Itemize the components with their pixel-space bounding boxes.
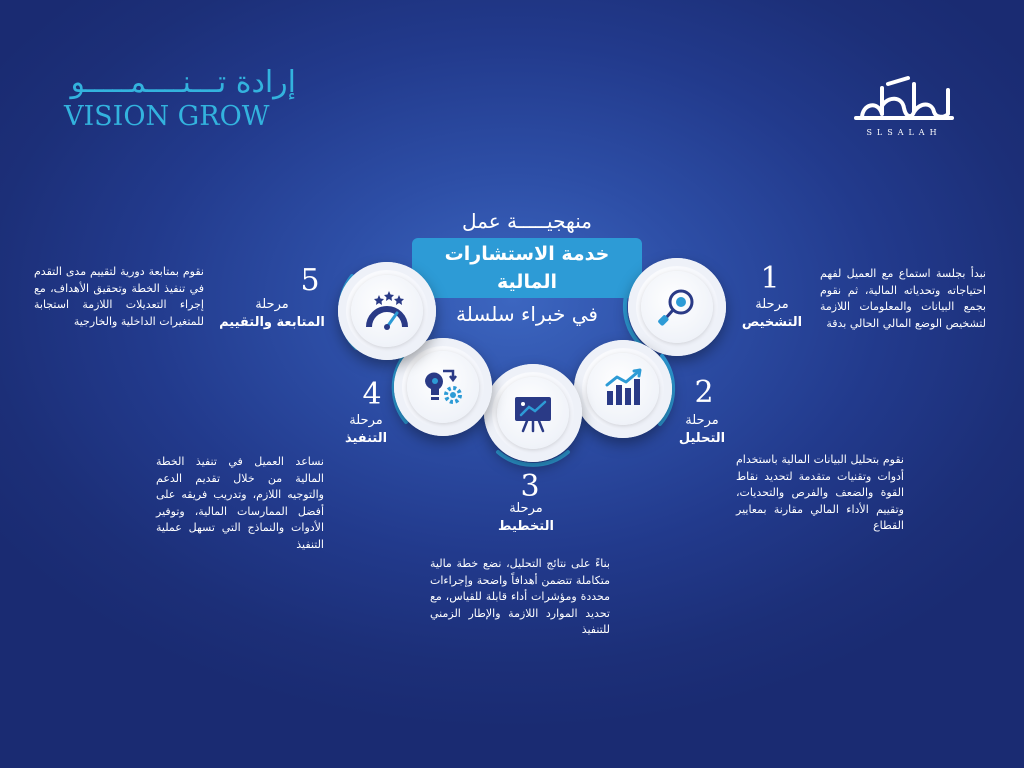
bar-chart-icon: [599, 365, 647, 413]
gauge-stars-icon: [363, 287, 411, 335]
step-2-number: 2: [694, 375, 714, 410]
logo-arabic-text: إرادة تـــنــــمـــــو: [70, 65, 296, 100]
step-1-label-name: التشخيص: [741, 315, 803, 330]
step-4-number: 4: [362, 377, 382, 412]
logo-english-text: VISION GROW: [64, 101, 270, 132]
step-5-label-name: المتابعة والتقييم: [219, 315, 325, 330]
slsalah-logo-mark: [848, 74, 960, 128]
magnifier-icon: [653, 283, 701, 331]
step-5-description: نقوم بمتابعة دورية لتقييم مدى التقدم في تنفيذ الخطة وتحقيق الأهداف، مع إجراء التعديلات اللازمة استجابة للمتغيرات الداخلية والخارجية: [34, 265, 204, 328]
title-highlight: خدمة الاستشارات المالية: [412, 238, 642, 298]
step-5-label-prefix: مرحلة: [255, 297, 289, 312]
step-2-label-name: التحليل: [678, 431, 726, 446]
step-2-description: نقوم بتحليل البيانات المالية باستخدام أدوات وتقنيات متقدمة لتحديد نقاط القوة والضعف والفرص والتحديات، وتقييم الأداء المالي مقارنة بمعايير القطاع: [736, 453, 904, 532]
step-1-number: 1: [760, 261, 780, 296]
step-3-label: [486, 500, 566, 536]
step-5-number: 5: [300, 263, 320, 298]
step-1-label: [732, 296, 812, 332]
title-line-3: في خبراء سلسلة: [456, 302, 598, 326]
step-5-circle: [338, 262, 436, 360]
step-5-label: [212, 296, 332, 332]
step-1-description: نبدأ بجلسة استماع مع العميل لفهم احتياجاته وتحدياته المالية، ثم نقوم بجمع البيانات والمعلومات اللازمة لتشخيص الوضع المالي الحالي بدقة: [820, 267, 986, 330]
step-4-label: [326, 412, 406, 448]
step-1-label-prefix: مرحلة: [755, 297, 789, 312]
logo-subtitle: SLSALAH: [866, 128, 942, 137]
step-3-number: 3: [520, 469, 540, 504]
step-3-label-prefix: مرحلة: [509, 501, 543, 516]
step-4-description: نساعد العميل في تنفيذ الخطة المالية من خلال تقديم الدعم والتوجيه اللازم، وتدريب فريقه على أفضل الممارسات المالية، وتوفير الأدوات والنماذج التي تسهل عملية التنفيذ: [156, 455, 324, 551]
title-line-1: منهجيـــــة عمل: [462, 209, 592, 233]
step-2-label: [662, 412, 742, 448]
step-3-label-name: التخطيط: [498, 519, 554, 534]
step-2-label-prefix: مرحلة: [685, 413, 719, 428]
vision-grow-logo: [64, 66, 296, 134]
presentation-board-icon: [509, 389, 557, 437]
step-4-label-prefix: مرحلة: [349, 413, 383, 428]
step-3-description: بناءً على نتائج التحليل، نضع خطة مالية متكاملة تتضمن أهدافاً واضحة وإجراءات محددة ومؤشرات أداء قابلة للقياس، مع تحديد الموارد اللازمة والإطار الزمني للتنفيذ: [430, 557, 610, 636]
step-4-label-name: التنفيذ: [344, 431, 388, 446]
slsalah-logo: [848, 74, 960, 144]
